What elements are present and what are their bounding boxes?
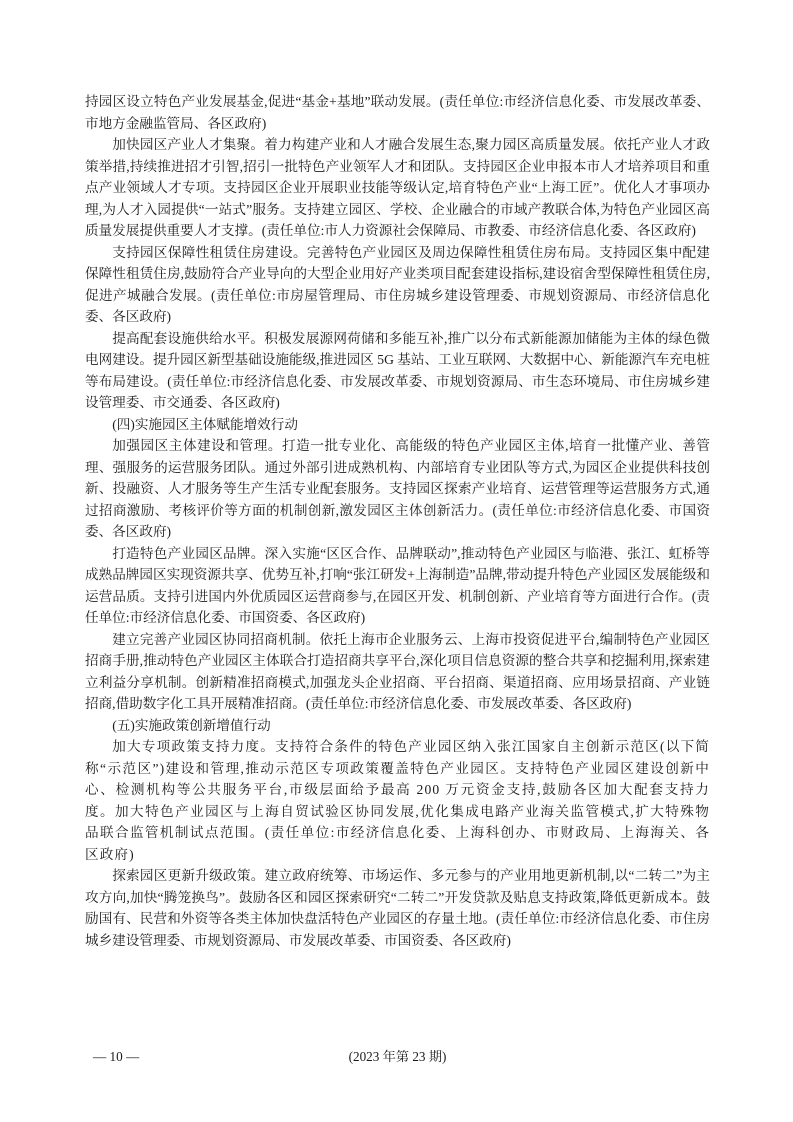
- section-heading-5: (五)实施政策创新增值行动: [112, 717, 271, 733]
- document-body: [85, 91, 710, 951]
- page-footer: [85, 1046, 710, 1068]
- paragraph-continuation: 持园区设立特色产业发展基金,促进“基金+基地”联动发展。(责任单位:市经济信息化委、市发展改革委、市地方金融监管局、各区政府): [85, 94, 710, 131]
- issue-label: (2023 年第 23 期): [348, 1049, 447, 1064]
- paragraph: 探索园区更新升级政策。建立政府统筹、市场运作、多元参与的产业用地更新机制,以“二转二”为主攻方向,加快“腾笼换鸟”。鼓励各区和园区探索研究“二转二”开发贷款及贴息支持政策,降低更新成本。鼓励国有、民营和外资等各类主体加快盘活特色产业园区的存量土地。(责任单位:市经济信息化委、市住房城乡建设管理委、市规划资源局、市发展改革委、市国资委、各区政府): [85, 868, 710, 948]
- page-number: — 10 —: [93, 1049, 140, 1064]
- paragraph: 加强园区主体建设和管理。打造一批专业化、高能级的特色产业园区主体,培育一批懂产业、善管理、强服务的运营服务团队。通过外部引进成熟机构、内部培育专业团队等方式,为园区企业提供科技创新、投融资、人才服务等生产生活专业配套服务。支持园区探索产业培育、运营管理等运营服务方式,通过招商激励、考核评价等方面的机制创新,激发园区主体创新活力。(责任单位:市经济信息化委、市国资委、各区政府): [85, 438, 710, 539]
- paragraph: 打造特色产业园区品牌。深入实施“区区合作、品牌联动”,推动特色产业园区与临港、张江、虹桥等成熟品牌园区实现资源共享、优势互补,打响“张江研发+上海制造”品牌,带动提升特色产业园区发展能级和运营品质。支持引进国内外优质园区运营商参与,在园区开发、机制创新、产业培育等方面进行合作。(责任单位:市经济信息化委、市国资委、各区政府): [85, 545, 710, 625]
- paragraph: 支持园区保障性租赁住房建设。完善特色产业园区及周边保障性租赁住房布局。支持园区集中配建保障性租赁住房,鼓励符合产业导向的大型企业用好产业类项目配套建设指标,建设宿舍型保障性租赁住房,促进产城融合发展。(责任单位:市房屋管理局、市住房城乡建设管理委、市规划资源局、市经济信息化委、各区政府): [85, 244, 710, 324]
- paragraph: 加快园区产业人才集聚。着力构建产业和人才融合发展生态,聚力园区高质量发展。依托产业人才政策举措,持续推进招才引智,招引一批特色产业领军人才和团队。支持园区企业申报本市人才培养项目和重点产业领域人才专项。支持园区企业开展职业技能等级认定,培育特色产业“上海工匠”。优化人才事项办理,为人才入园提供“一站式”服务。支持建立园区、学校、企业融合的市域产教联合体,为特色产业园区高质量发展提供重要人才支撑。(责任单位:市人力资源社会保障局、市教委、市经济信息化委、各区政府): [85, 137, 710, 238]
- section-heading-4: (四)实施园区主体赋能增效行动: [112, 416, 298, 432]
- paragraph: 加大专项政策支持力度。支持符合条件的特色产业园区纳入张江国家自主创新示范区(以下简称“示范区”)建设和管理,推动示范区专项政策覆盖特色产业园区。支持特色产业园区建设创新中心、检测机构等公共服务平台,市级层面给予最高 200 万元资金支持,鼓励各区加大配套支持力度。加大特色产业园区与上海自贸试验区协同发展,优化集成电路产业海关监管模式,扩大特殊物品联合监管机制试点范围。(责任单位:市经济信息化委、上海科创办、市财政局、上海海关、各区政府): [85, 739, 710, 862]
- paragraph: 提高配套设施供给水平。积极发展源网荷储和多能互补,推广以分布式新能源加储能为主体的绿色微电网建设。提升园区新型基础设施能级,推进园区 5G 基站、工业互联网、大数据中心、新能源汽车充电桩等布局建设。(责任单位:市经济信息化委、市发展改革委、市规划资源局、市生态环境局、市住房城乡建设管理委、市交通委、各区政府): [85, 330, 710, 410]
- paragraph: 建立完善产业园区协同招商机制。依托上海市企业服务云、上海市投资促进平台,编制特色产业园区招商手册,推动特色产业园区主体联合打造招商共享平台,深化项目信息资源的整合共享和挖掘利用,探索建立利益分享机制。创新精准招商模式,加强龙头企业招商、平台招商、渠道招商、应用场景招商、产业链招商,借助数字化工具开展精准招商。(责任单位:市经济信息化委、市发展改革委、各区政府): [85, 631, 710, 711]
